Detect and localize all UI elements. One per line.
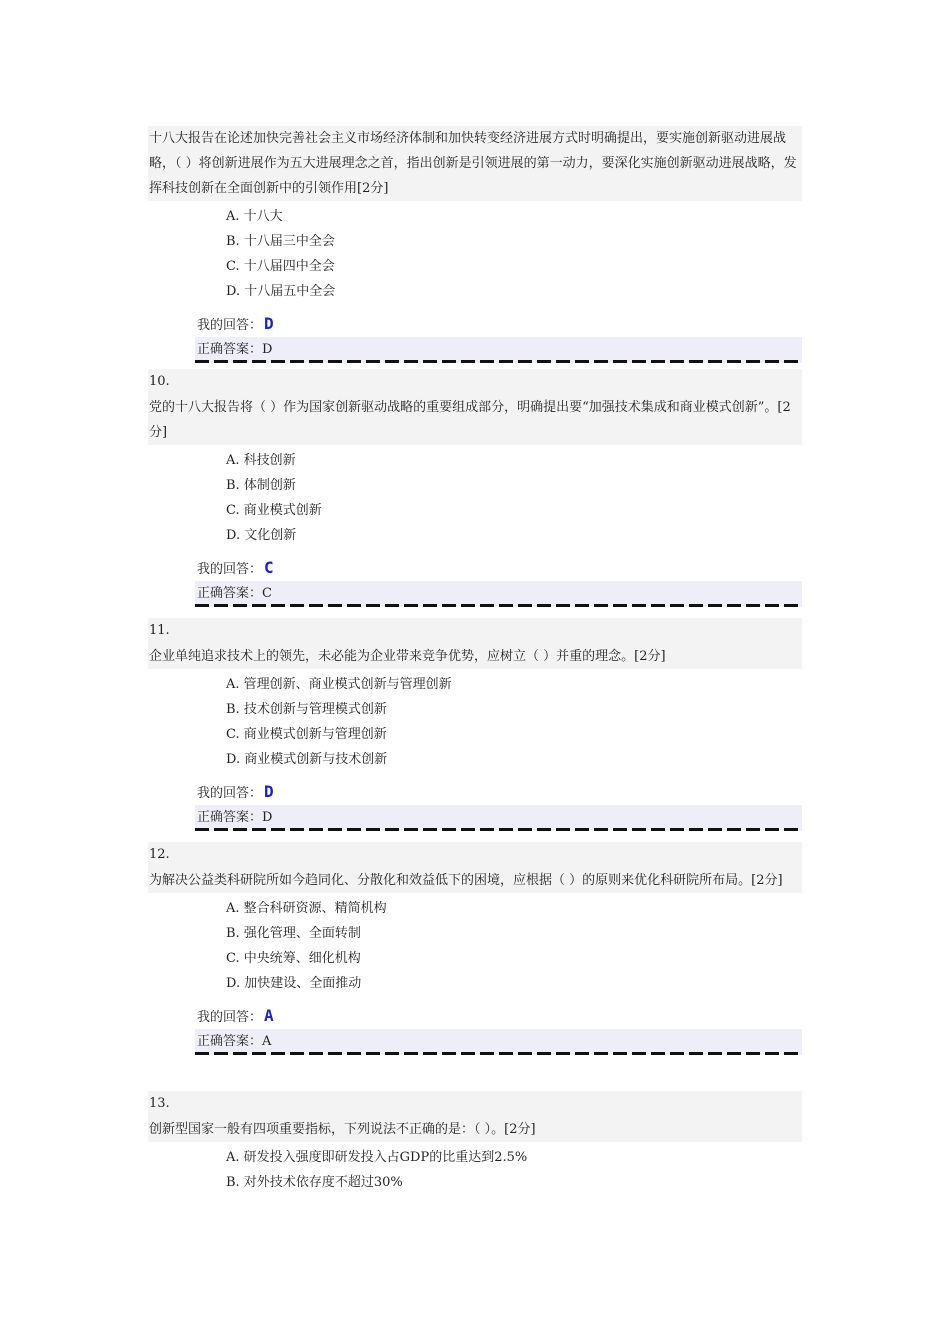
option-list: [226, 896, 802, 996]
question-text: 十八大报告在论述加快完善社会主义市场经济体制和加快转变经济进展方式时明确提出，要实施创新驱动进展战略，（ ）将创新进展作为五大进展理念之首，指出创新是引领进展的第一动力，要深化实施创新驱动进展战略，发挥科技创新在全面创新中的引领作用[2分]: [148, 126, 802, 201]
option-list: [226, 1145, 802, 1195]
question-text: 创新型国家一般有四项重要指标，下列说法不正确的是：（ ）。[2分]: [148, 1117, 802, 1142]
question-text: 企业单纯追求技术上的领先，未必能为企业带来竞争优势，应树立（ ）并重的理念。[2分]: [148, 644, 802, 669]
question-text: 党的十八大报告将（ ）作为国家创新驱动战略的重要组成部分，明确提出要“加强技术集成和商业模式创新”。[2分]: [148, 395, 802, 445]
option-b: B. 对外技术依存度不超过30%: [226, 1175, 403, 1190]
option-b: B. 十八届三中全会: [226, 234, 335, 249]
option-c: C. 十八届四中全会: [226, 259, 335, 274]
my-answer-value: D: [264, 314, 274, 333]
option-a: A. 科技创新: [226, 453, 296, 468]
divider: [195, 828, 802, 831]
my-answer-value: C: [264, 558, 274, 577]
option-d: D. 文化创新: [226, 528, 297, 543]
question-number: 11.: [148, 618, 802, 644]
correct-answer: [195, 1029, 802, 1055]
question-10: [148, 369, 802, 607]
option-d: D. 十八届五中全会: [226, 284, 336, 299]
my-answer: [197, 554, 802, 581]
option-c: C. 商业模式创新与管理创新: [226, 727, 387, 742]
question-number: 12.: [148, 842, 802, 868]
option-d: D. 加快建设、全面推动: [226, 976, 362, 991]
my-answer: [197, 1002, 802, 1029]
my-answer-value: A: [264, 1006, 274, 1025]
option-a: A. 研发投入强度即研发投入占GDP的比重达到2.5%: [226, 1150, 528, 1165]
option-c: C. 中央统筹、细化机构: [226, 951, 361, 966]
my-answer-label: 我的回答：: [197, 318, 263, 333]
option-b: B. 强化管理、全面转制: [226, 926, 361, 941]
option-list: [226, 448, 802, 548]
option-a: A. 十八大: [226, 209, 283, 224]
option-b: B. 体制创新: [226, 478, 296, 493]
my-answer-label: 我的回答：: [197, 786, 263, 801]
divider: [195, 1052, 802, 1055]
option-b: B. 技术创新与管理模式创新: [226, 702, 387, 717]
divider: [195, 360, 802, 363]
question-12: [148, 842, 802, 1055]
option-a: A. 管理创新、商业模式创新与管理创新: [226, 677, 452, 692]
question-13: [148, 1091, 802, 1195]
divider: [195, 604, 802, 607]
question-9: [148, 126, 802, 363]
question-number: 13.: [148, 1091, 802, 1117]
option-list: [226, 672, 802, 772]
option-c: C. 商业模式创新: [226, 503, 322, 518]
correct-answer: [195, 581, 802, 607]
option-d: D. 商业模式创新与技术创新: [226, 752, 388, 767]
question-11: [148, 618, 802, 831]
correct-answer: [195, 805, 802, 831]
correct-answer: [195, 337, 802, 363]
correct-answer-label: 正确答案：D: [197, 810, 273, 825]
my-answer: [197, 778, 802, 805]
correct-answer-label: 正确答案：C: [197, 586, 272, 601]
my-answer-label: 我的回答：: [197, 562, 263, 577]
option-a: A. 整合科研资源、精简机构: [226, 901, 387, 916]
option-list: [226, 204, 802, 304]
my-answer: [197, 310, 802, 337]
correct-answer-label: 正确答案：D: [197, 342, 273, 357]
question-text: 为解决公益类科研院所如今趋同化、分散化和效益低下的困境，应根据（ ）的原则来优化科研院所布局。[2分]: [148, 868, 802, 893]
correct-answer-label: 正确答案：A: [197, 1034, 272, 1049]
question-number: 10.: [148, 369, 802, 395]
my-answer-label: 我的回答：: [197, 1010, 263, 1025]
my-answer-value: D: [264, 782, 274, 801]
